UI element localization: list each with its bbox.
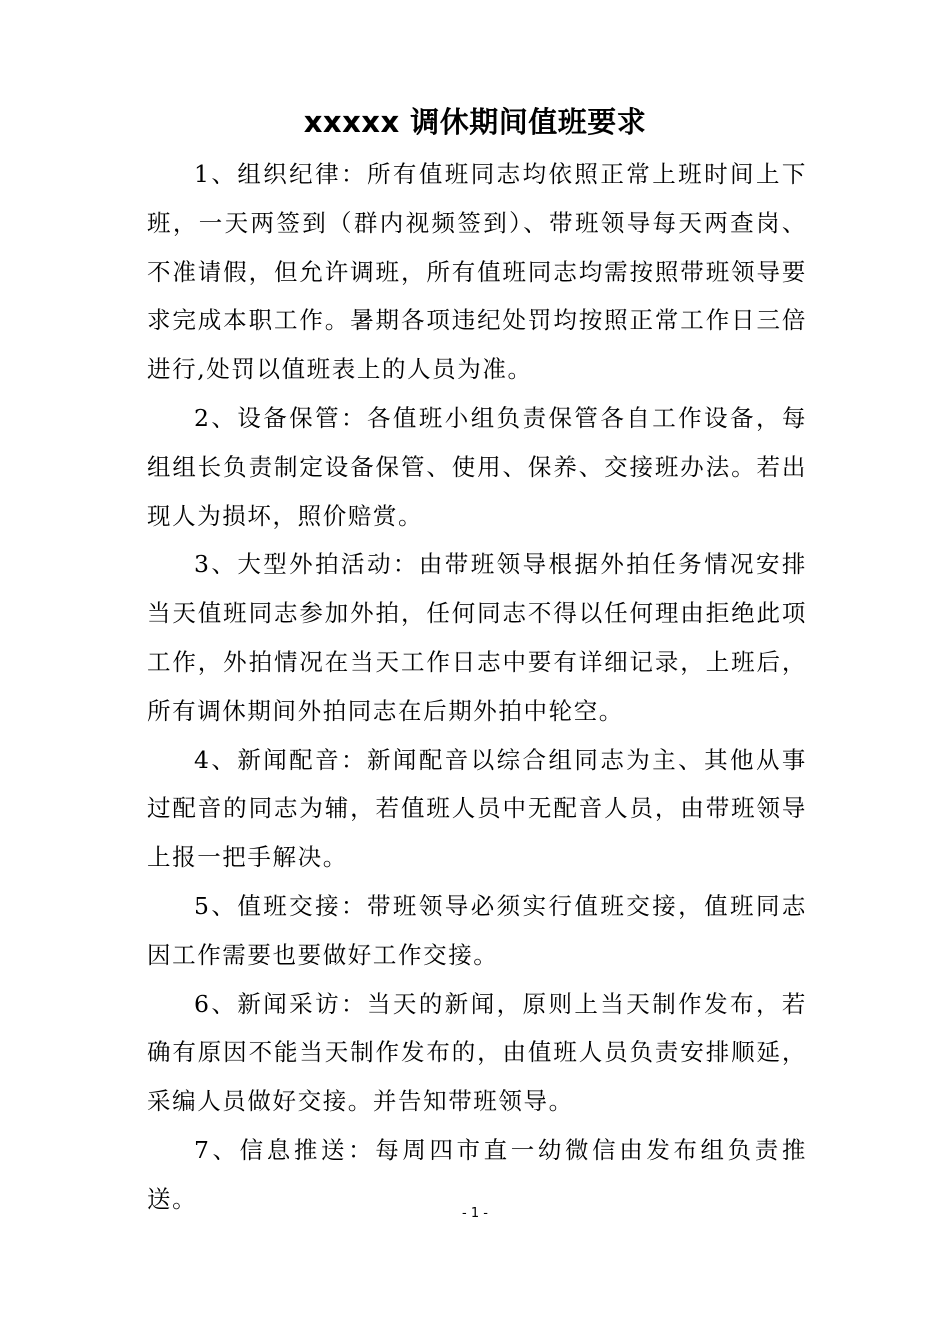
- paragraph-6: 6、新闻采访：当天的新闻，原则上当天制作发布，若确有原因不能当天制作发布的，由值班人员负责安排顺延，采编人员做好交接。并告知带班领导。: [147, 989, 807, 1116]
- paragraph-5: 5、值班交接：带班领导必须实行值班交接，值班同志因工作需要也要做好工作交接。: [147, 891, 807, 969]
- paragraph-2: 2、设备保管：各值班小组负责保管各自工作设备，每组组长负责制定设备保管、使用、保养、交接班办法。若出现人为损坏，照价赔赏。: [147, 403, 807, 530]
- document-title: xxxxx 调休期间值班要求: [303, 105, 647, 139]
- page-number: - 1 -: [462, 1206, 488, 1221]
- document-body: [147, 150, 807, 1224]
- paragraph-7: 7、信息推送：每周四市直一幼微信由发布组负责推送。: [147, 1135, 807, 1213]
- paragraph-4: 4、新闻配音：新闻配音以综合组同志为主、其他从事过配音的同志为辅，若值班人员中无配音人员，由带班领导上报一把手解决。: [147, 745, 807, 872]
- paragraph-3: 3、大型外拍活动：由带班领导根据外拍任务情况安排当天值班同志参加外拍，任何同志不得以任何理由拒绝此项工作，外拍情况在当天工作日志中要有详细记录，上班后，所有调休期间外拍同志在后期外拍中轮空。: [147, 550, 807, 725]
- paragraph-1: 1、组织纪律：所有值班同志均依照正常上班时间上下班，一天两签到（群内视频签到）、带班领导每天两查岗、不准请假，但允许调班，所有值班同志均需按照带班领导要求完成本职工作。暑期各项违纪处罚均按照正常工作日三倍进行,处罚以值班表上的人员为准。: [147, 160, 807, 384]
